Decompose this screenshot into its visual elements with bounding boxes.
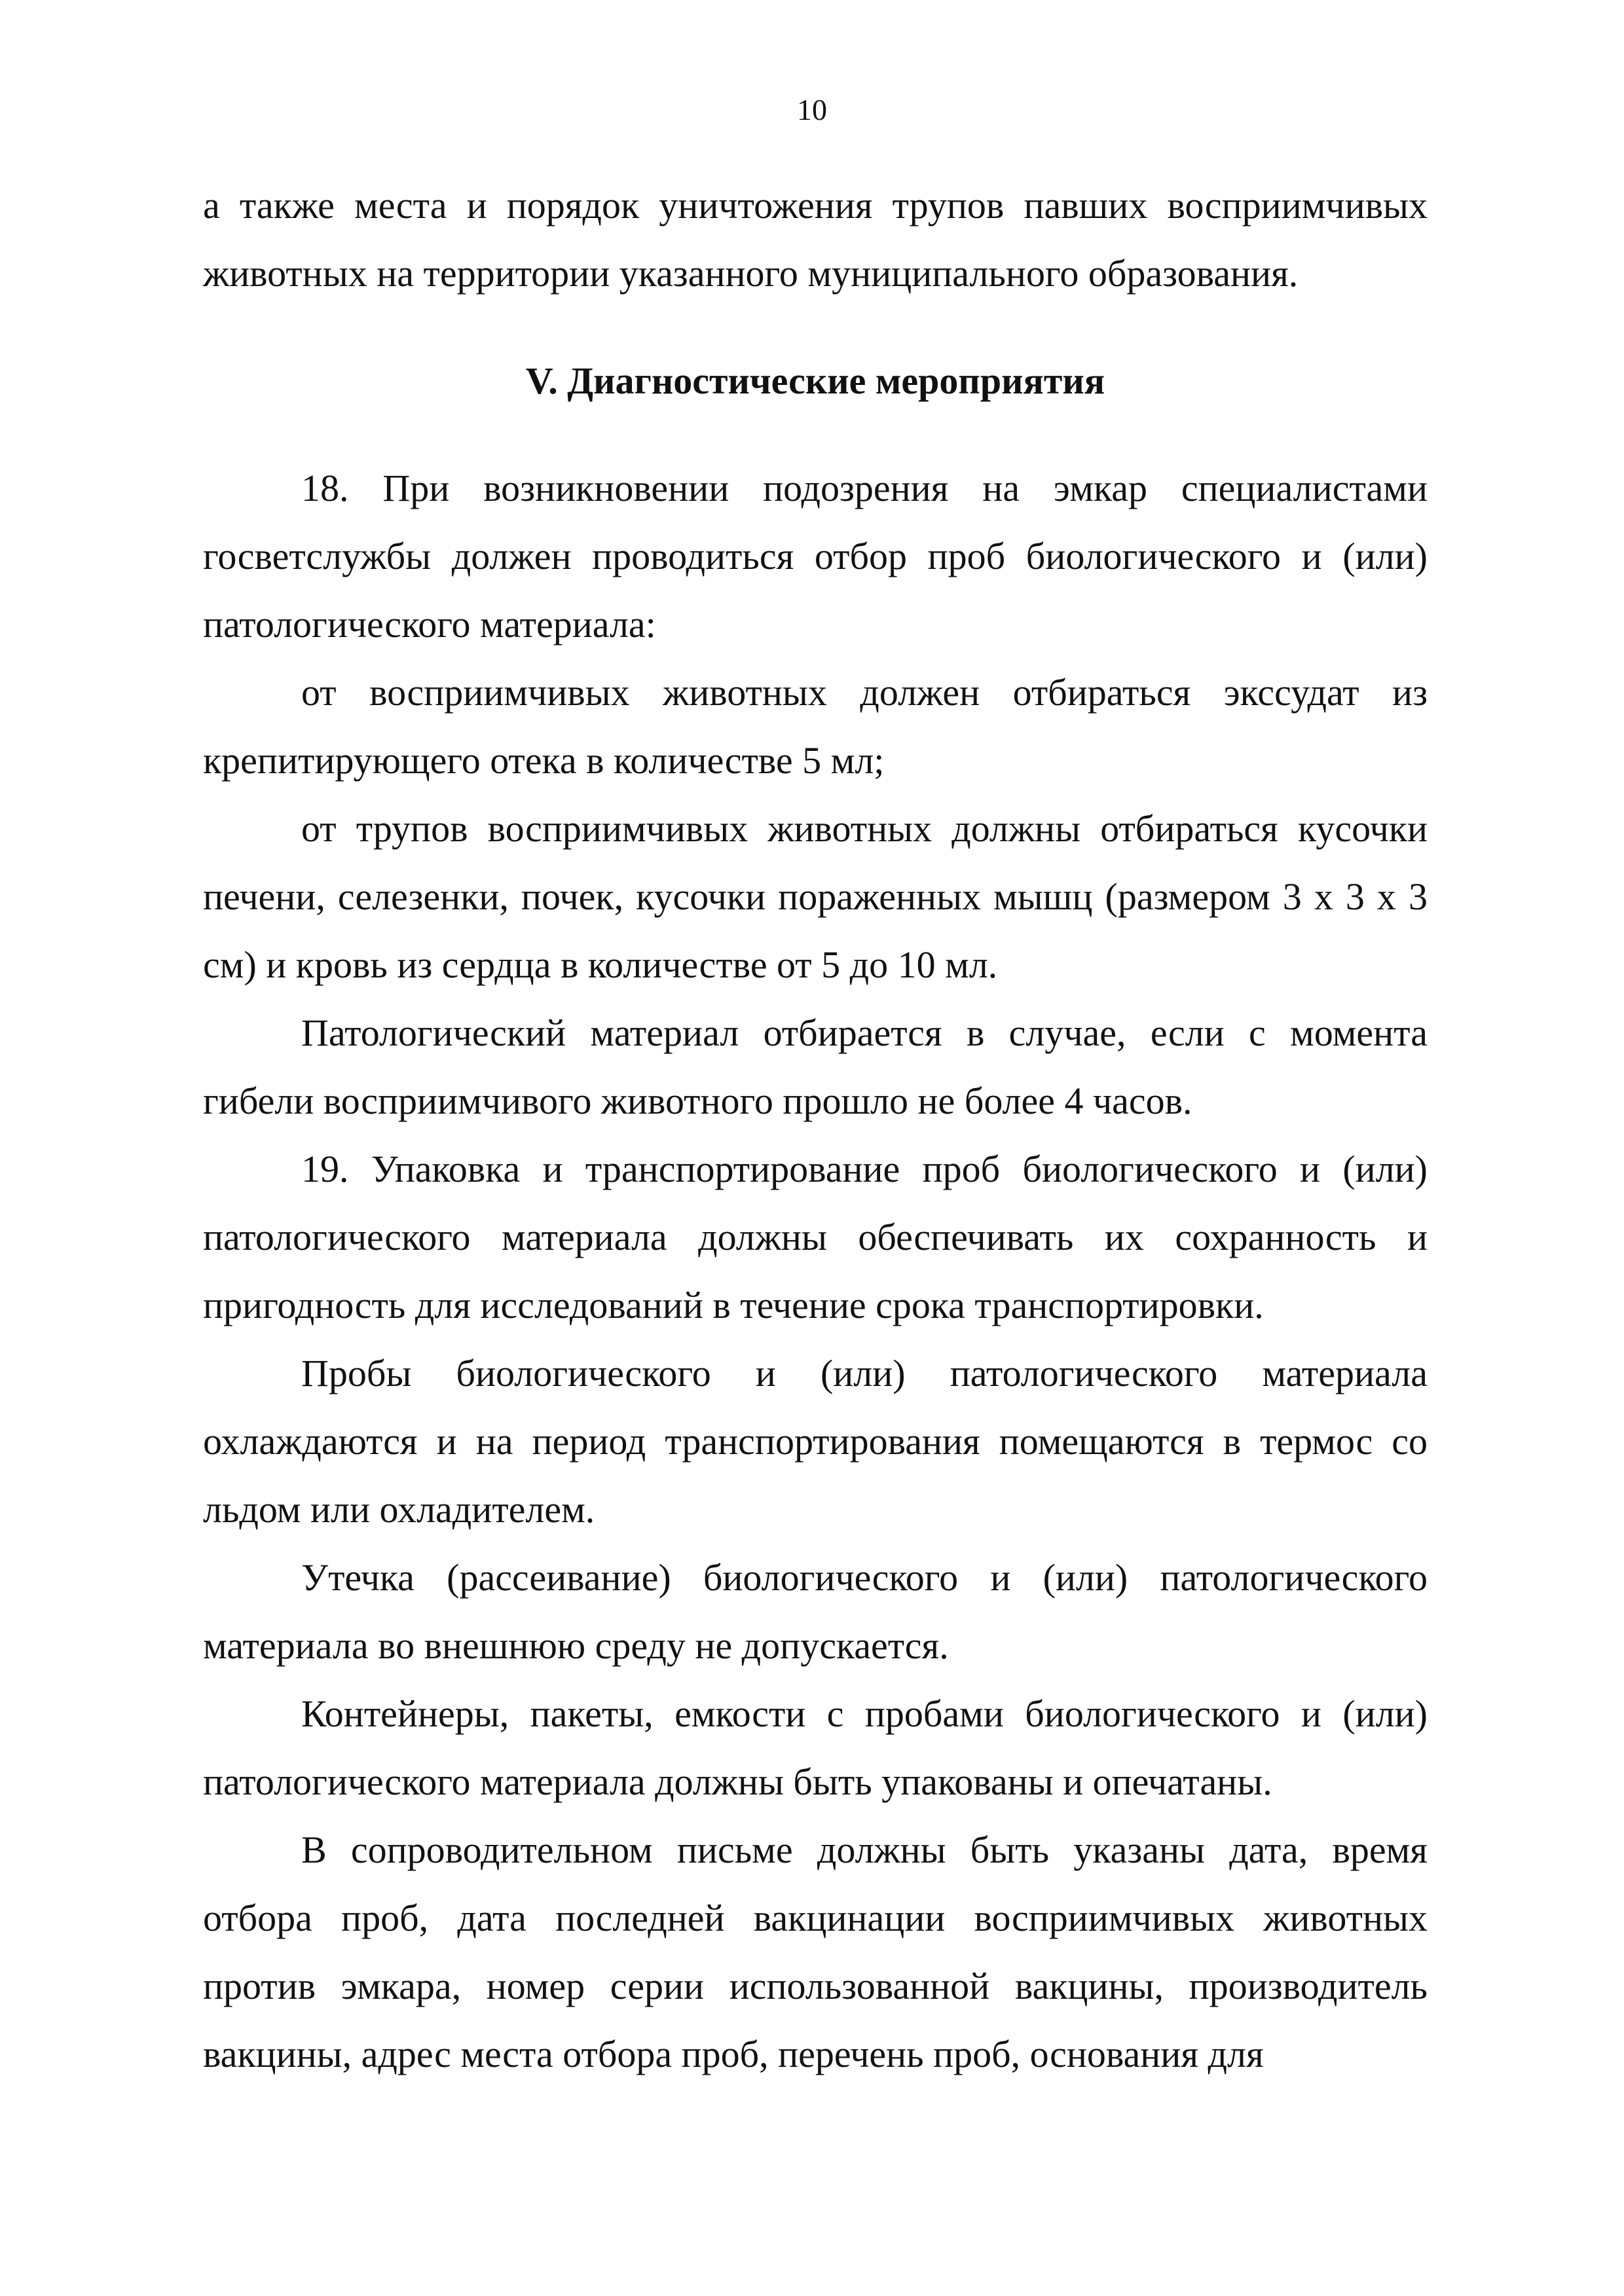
paragraph-containers: Контейнеры, пакеты, емкости с пробами биологического и (или) патологического материала должны быть упакованы и опечатаны. (203, 1692, 1428, 1803)
section-heading: V. Диагностические мероприятия (525, 359, 1105, 402)
paragraph-19: 19. Упаковка и транспортирование проб биологического и (или) патологического материала должны обеспечивать их сохранность и пригодность для исследований в течение срока транспортировки. (203, 1148, 1428, 1326)
paragraph-pathological-material: Патологический материал отбирается в случае, если с момента гибели восприимчивого животного прошло не более 4 часов. (203, 1011, 1428, 1122)
paragraph-carcasses: от трупов восприимчивых животных должны отбираться кусочки печени, селезенки, почек, кусочки пораженных мышц (размером 3 х 3 х 3 см) и кровь из сердца в количестве от 5 до 10 мл. (203, 807, 1428, 986)
page-number: 10 (797, 93, 827, 126)
paragraph-18: 18. При возникновении подозрения на эмкар специалистами госветслужбы должен проводиться отбор проб биологического и (или) патологического материала: (203, 467, 1428, 646)
paragraph-cooling: Пробы биологического и (или) патологического материала охлаждаются и на период транспортирования помещаются в термос со льдом или охладителем. (203, 1352, 1428, 1531)
intro-paragraph: а также места и порядок уничтожения трупов павших восприимчивых животных на территории указанного муниципального образования. (203, 184, 1428, 295)
paragraph-leakage: Утечка (рассеивание) биологического и (или) патологического материала во внешнюю среду не допускается. (203, 1556, 1428, 1667)
paragraph-cover-letter: В сопроводительном письме должны быть указаны дата, время отбора проб, дата последней вакцинации восприимчивых животных против эмкара, номер серии использованной вакцины, производитель вакцины, адрес места отбора проб, перечень проб, основания для (203, 1829, 1428, 2075)
document-body (203, 172, 1428, 2088)
paragraph-exudate: от восприимчивых животных должен отбираться экссудат из крепитирующего отека в количестве 5 мл; (203, 671, 1428, 782)
